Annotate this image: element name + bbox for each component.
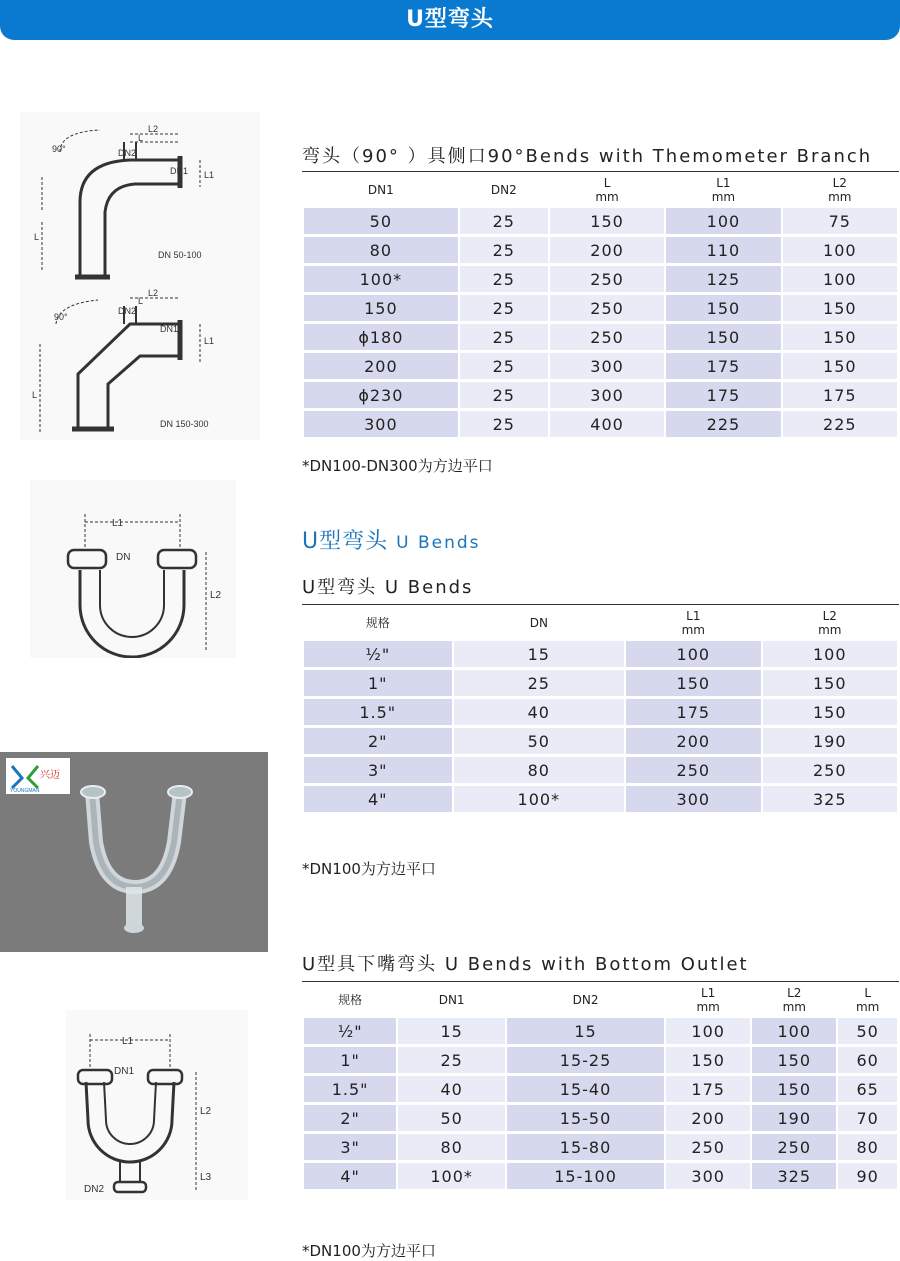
table-cell: 190: [763, 728, 897, 754]
u-bend-dim-l2: L2: [210, 590, 222, 601]
column-name: L2: [822, 609, 837, 623]
bend-large-dim-angle: 90°: [54, 312, 68, 322]
table-row: [304, 1076, 897, 1102]
table-row: [304, 757, 897, 783]
table-cell: 80: [304, 237, 458, 263]
table-cell: 250: [550, 295, 664, 321]
column-header: [752, 985, 836, 1015]
bend-small-dim-l-top: L: [138, 133, 144, 143]
column-header: [507, 985, 664, 1015]
column-header: [783, 175, 897, 205]
section2-heading: U型弯头 U Bends: [302, 577, 474, 598]
outlet-dim-dn1: DN1: [114, 1066, 135, 1077]
logo-text: 兴迈: [40, 770, 60, 781]
column-name: L1: [701, 986, 716, 1000]
table-cell: 25: [460, 208, 548, 234]
column-name: DN: [529, 616, 548, 630]
table-cell: 325: [763, 786, 897, 812]
table-row: [304, 1105, 897, 1131]
table-cell: 300: [666, 1163, 750, 1189]
table-cell: 4": [304, 1163, 396, 1189]
table-cell: 250: [752, 1134, 836, 1160]
outlet-dim-l3: L3: [200, 1172, 212, 1183]
table-cell: 150: [752, 1047, 836, 1073]
column-header: [550, 175, 664, 205]
column-header: [304, 985, 396, 1015]
column-unit: mm: [818, 623, 842, 637]
table-cell: 25: [460, 266, 548, 292]
table-cell: 200: [304, 353, 458, 379]
section1-note: *DN100-DN300为方边平口: [302, 457, 493, 475]
u-bend-outlet-drawing: [66, 1010, 248, 1200]
table-cell: 1.5": [304, 699, 452, 725]
section2-note: *DN100为方边平口: [302, 860, 436, 878]
table-cell: 100: [783, 237, 897, 263]
u-bends-table: [302, 604, 899, 815]
column-header: [304, 608, 452, 638]
table-cell: 300: [626, 786, 760, 812]
table-cell: 250: [550, 324, 664, 350]
u-bend-outlet-svg: [66, 1010, 248, 1200]
column-unit: mm: [782, 1000, 806, 1014]
table-cell: 1": [304, 670, 452, 696]
column-unit: mm: [855, 1000, 880, 1014]
bend-small-dim-l1: L1: [204, 170, 215, 180]
table-cell: 25: [460, 295, 548, 321]
table-cell: 150: [666, 1047, 750, 1073]
product-photo: [0, 752, 268, 952]
bend-large-dim-l-top: L: [138, 296, 144, 306]
table-row: [304, 382, 897, 408]
table-cell: 25: [460, 411, 548, 437]
bend-small-caption: DN 50-100: [158, 250, 202, 260]
table-cell: 100: [666, 1018, 750, 1044]
column-header: [454, 608, 625, 638]
table-cell: ½": [304, 1018, 396, 1044]
column-unit: mm: [681, 623, 705, 637]
table-cell: ϕ230: [304, 382, 458, 408]
table-cell: 15-25: [507, 1047, 664, 1073]
bend-small-dim-angle: 90°: [52, 144, 66, 154]
bend-large-dim-l1: L1: [204, 336, 215, 346]
table-cell: 15: [507, 1018, 664, 1044]
bend-drawing-small: [20, 112, 260, 284]
table-cell: 250: [666, 1134, 750, 1160]
table-cell: 200: [666, 1105, 750, 1131]
table-row: [304, 1163, 897, 1189]
table-cell: 100: [626, 641, 760, 667]
table-cell: 4": [304, 786, 452, 812]
column-header: [838, 985, 897, 1015]
table-cell: 175: [666, 1076, 750, 1102]
table-cell: 200: [626, 728, 760, 754]
table-cell: 190: [752, 1105, 836, 1131]
column-name: DN1: [367, 183, 394, 197]
table-cell: 150: [666, 295, 780, 321]
table-cell: 175: [783, 382, 897, 408]
u-bend-dim-dn: DN: [116, 552, 131, 563]
table-cell: 15: [454, 641, 625, 667]
table-cell: 175: [666, 382, 780, 408]
table-row: [304, 699, 897, 725]
column-header: [666, 985, 750, 1015]
table-row: [304, 1018, 897, 1044]
table-cell: 40: [398, 1076, 505, 1102]
table-cell: ϕ180: [304, 324, 458, 350]
table-cell: 100: [763, 641, 897, 667]
table-header-row: [304, 175, 897, 205]
table-cell: 150: [626, 670, 760, 696]
table-row: [304, 295, 897, 321]
table-cell: 100: [752, 1018, 836, 1044]
table-row: [304, 670, 897, 696]
table-cell: 25: [454, 670, 625, 696]
table-cell: 65: [838, 1076, 897, 1102]
table-cell: 75: [783, 208, 897, 234]
logo-subtext: YOUNGMAN: [10, 788, 40, 794]
banner-title: U型弯头: [406, 7, 494, 32]
table-row: [304, 353, 897, 379]
bend-large-svg: [20, 284, 260, 440]
column-header: [626, 608, 760, 638]
table-cell: 60: [838, 1047, 897, 1073]
bend-large-dim-dn2: DN2: [118, 306, 137, 316]
table-cell: 150: [783, 295, 897, 321]
bends-branch-table: [302, 171, 899, 440]
column-header: [666, 175, 780, 205]
table-cell: 25: [460, 237, 548, 263]
column-unit: mm: [696, 1000, 720, 1014]
bend-small-dim-dn2: DN2: [118, 148, 137, 158]
column-name: DN2: [572, 993, 599, 1007]
table-cell: 25: [460, 353, 548, 379]
table-cell: 3": [304, 1134, 396, 1160]
bend-large-dim-dn1: DN1: [160, 324, 179, 334]
table-cell: 2": [304, 728, 452, 754]
table-header-row: [304, 985, 897, 1015]
column-name: L: [603, 176, 611, 190]
section3-note: *DN100为方边平口: [302, 1242, 436, 1260]
table-cell: 225: [666, 411, 780, 437]
table-row: [304, 728, 897, 754]
bend-large-dim-l2: L2: [148, 288, 159, 298]
table-cell: 225: [783, 411, 897, 437]
column-header: [398, 985, 505, 1015]
table-cell: 80: [454, 757, 625, 783]
bend-small-dim-dn1: DN1: [170, 166, 189, 176]
subheading-en: U Bends: [396, 533, 481, 553]
table-cell: 200: [550, 237, 664, 263]
table-row: [304, 641, 897, 667]
table-cell: 150: [763, 699, 897, 725]
table-header-row: [304, 608, 897, 638]
table-row: [304, 1047, 897, 1073]
u-bends-subheading: [302, 524, 481, 555]
table-cell: 300: [550, 382, 664, 408]
table-cell: 150: [752, 1076, 836, 1102]
table-row: [304, 411, 897, 437]
table-cell: 175: [626, 699, 760, 725]
table-cell: 25: [460, 382, 548, 408]
bend-large-caption: DN 150-300: [160, 419, 209, 429]
table-row: [304, 237, 897, 263]
table-cell: 50: [838, 1018, 897, 1044]
table-cell: 400: [550, 411, 664, 437]
outlet-dim-l1: L1: [122, 1036, 134, 1047]
column-name: L2: [787, 986, 802, 1000]
u-bend-dim-l1: L1: [112, 518, 124, 529]
outlet-dim-dn2: DN2: [84, 1184, 105, 1195]
table-cell: 70: [838, 1105, 897, 1131]
table-cell: 250: [626, 757, 760, 783]
column-name: 规格: [365, 616, 390, 630]
table-row: [304, 208, 897, 234]
table-cell: 80: [398, 1134, 505, 1160]
column-unit: mm: [711, 190, 736, 204]
table-cell: 150: [666, 324, 780, 350]
table-cell: 1": [304, 1047, 396, 1073]
table-cell: 125: [666, 266, 780, 292]
table-cell: 250: [763, 757, 897, 783]
table-row: [304, 1134, 897, 1160]
page-banner: [0, 0, 900, 40]
table-cell: 150: [763, 670, 897, 696]
column-header: [460, 175, 548, 205]
table-cell: 100: [666, 208, 780, 234]
table-cell: 250: [550, 266, 664, 292]
table-cell: 15-100: [507, 1163, 664, 1189]
column-unit: mm: [595, 190, 619, 204]
bend-large-dim-l-side: L: [32, 390, 38, 400]
table-cell: 300: [550, 353, 664, 379]
table-cell: 3": [304, 757, 452, 783]
table-cell: 150: [783, 353, 897, 379]
section3-heading: U型具下嘴弯头 U Bends with Bottom Outlet: [302, 954, 749, 975]
table-cell: 80: [838, 1134, 897, 1160]
table-cell: 15-80: [507, 1134, 664, 1160]
bend-small-dim-l-side: L: [34, 232, 40, 242]
table-cell: 90: [838, 1163, 897, 1189]
table-cell: 100: [783, 266, 897, 292]
table-cell: 50: [304, 208, 458, 234]
section1-heading: 弯头（90° ）具侧口90°Bends with Themometer Branch: [302, 146, 873, 167]
column-name: L: [864, 986, 871, 1000]
column-name: L2: [832, 176, 847, 190]
table-cell: 175: [666, 353, 780, 379]
bend-small-svg: [20, 112, 260, 284]
table-cell: 25: [398, 1047, 505, 1073]
column-name: L1: [716, 176, 731, 190]
table-cell: 50: [454, 728, 625, 754]
table-cell: 150: [783, 324, 897, 350]
column-unit: mm: [828, 190, 852, 204]
table-cell: 300: [304, 411, 458, 437]
table-row: [304, 266, 897, 292]
column-header: [304, 175, 458, 205]
table-cell: 15-40: [507, 1076, 664, 1102]
outlet-dim-l2: L2: [200, 1106, 212, 1117]
column-name: DN2: [490, 183, 517, 197]
table-row: [304, 786, 897, 812]
table-cell: 50: [398, 1105, 505, 1131]
table-cell: 100*: [304, 266, 458, 292]
column-name: DN1: [438, 993, 465, 1007]
table-row: [304, 324, 897, 350]
product-photo-svg: [0, 752, 268, 952]
column-name: L1: [686, 609, 701, 623]
table-cell: 150: [304, 295, 458, 321]
table-cell: 15: [398, 1018, 505, 1044]
table-cell: 100*: [398, 1163, 505, 1189]
u-bends-outlet-table: [302, 981, 899, 1192]
u-bend-drawing: [30, 480, 236, 658]
bend-small-dim-l2: L2: [148, 124, 159, 134]
subheading-cn: U型弯头: [302, 529, 389, 554]
bend-drawing-large: [20, 284, 260, 440]
column-header: [763, 608, 897, 638]
table-cell: 325: [752, 1163, 836, 1189]
u-bend-svg: [30, 480, 236, 658]
table-cell: 150: [550, 208, 664, 234]
table-cell: 1.5": [304, 1076, 396, 1102]
table-cell: 15-50: [507, 1105, 664, 1131]
table-cell: 25: [460, 324, 548, 350]
table-cell: ½": [304, 641, 452, 667]
table-cell: 100*: [454, 786, 625, 812]
table-cell: 110: [666, 237, 780, 263]
table-cell: 40: [454, 699, 625, 725]
column-name: 规格: [338, 993, 363, 1007]
table-cell: 2": [304, 1105, 396, 1131]
